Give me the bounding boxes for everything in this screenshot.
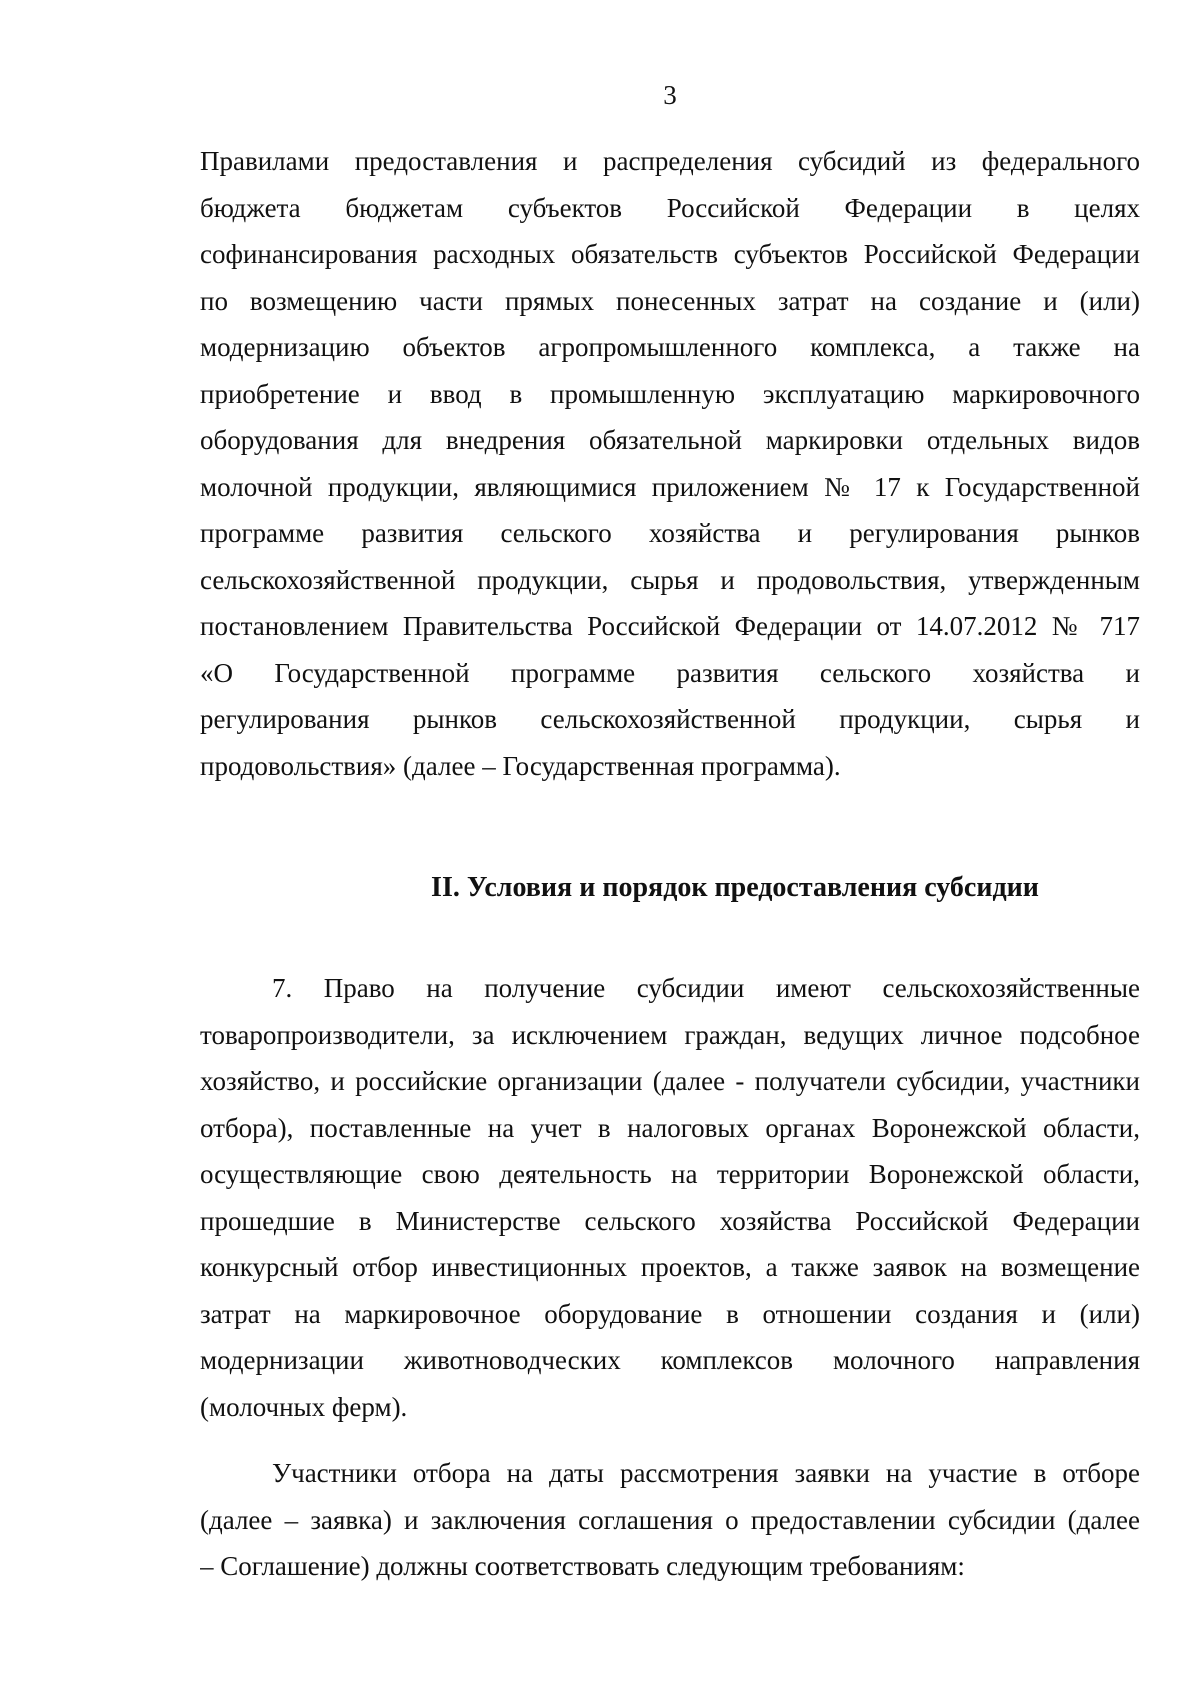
text-line: (молочных ферм).	[200, 1391, 408, 1422]
text-line: бюджета бюджетам субъектов Российской Федерации в целях	[200, 192, 1140, 223]
text-line: Участники отбора на даты рассмотрения заявки на участие в отборе	[272, 1458, 1140, 1488]
text-line: товаропроизводители, за исключением граждан, ведущих личное подсобное	[200, 1019, 1140, 1050]
page-number: 3	[663, 80, 677, 110]
text-line: приобретение и ввод в промышленную эксплуатацию маркировочного	[200, 378, 1140, 409]
text-line: – Соглашение) должны соответствовать следующим требованиям:	[200, 1551, 965, 1581]
paragraph-item-7	[200, 965, 1140, 1430]
text-line: осуществляющие свою деятельность на территории Воронежской области,	[200, 1159, 1140, 1189]
paragraph-rules-reference	[200, 138, 1140, 789]
text-line: модернизации животноводческих комплексов молочного направления	[200, 1345, 1140, 1375]
text-line: модернизацию объектов агропромышленного комплекса, а также на	[200, 332, 1140, 362]
text-line: прошедшие в Министерстве сельского хозяйства Российской Федерации	[200, 1205, 1140, 1236]
text-line: постановлением Правительства Российской Федерации от 14.07.2012 № 717	[200, 611, 1140, 641]
text-line: затрат на маркировочное оборудование в отношении создания и (или)	[200, 1298, 1140, 1329]
text-line: Правилами предоставления и распределения субсидий из федерального	[200, 146, 1140, 176]
text-line: софинансирования расходных обязательств субъектов Российской Федерации	[200, 239, 1140, 269]
section-heading: II. Условия и порядок предоставления субсидии	[431, 872, 1039, 903]
text-line: отбора), поставленные на учет в налоговых органах Воронежской области,	[200, 1112, 1140, 1143]
text-line: продовольствия» (далее – Государственная программа).	[200, 750, 841, 781]
text-line: хозяйство, и российские организации (далее - получатели субсидии, участники	[200, 1066, 1140, 1096]
text-line: «О Государственной программе развития сельского хозяйства и	[200, 657, 1140, 688]
text-line: 7. Право на получение субсидии имеют сельскохозяйственные	[272, 973, 1140, 1003]
text-line: оборудования для внедрения обязательной маркировки отдельных видов	[200, 425, 1140, 455]
text-line: по возмещению части прямых понесенных затрат на создание и (или)	[200, 285, 1140, 316]
text-line: конкурсный отбор инвестиционных проектов, а также заявок на возмещение	[200, 1252, 1140, 1282]
text-line: программе развития сельского хозяйства и регулирования рынков	[200, 518, 1140, 548]
text-line: сельскохозяйственной продукции, сырья и продовольствия, утвержденным	[200, 564, 1140, 595]
text-line: молочной продукции, являющимися приложением № 17 к Государственной	[200, 471, 1140, 502]
text-line: регулирования рынков сельскохозяйственной продукции, сырья и	[200, 704, 1140, 734]
text-line: (далее – заявка) и заключения соглашения о предоставлении субсидии (далее	[200, 1504, 1140, 1535]
paragraph-participant-requirements	[200, 1450, 1140, 1590]
